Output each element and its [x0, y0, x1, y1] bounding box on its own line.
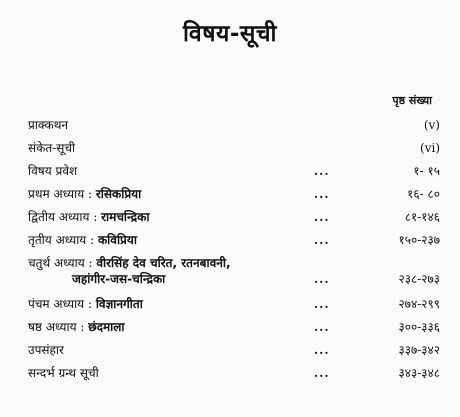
leader-dots: ... — [314, 164, 330, 178]
page-title: विषय-सूची — [182, 21, 278, 47]
toc-entry-label: द्वितीय अध्याय : रामचन्द्रिका — [28, 210, 150, 224]
toc-entry-pages: ३००-३३६ — [398, 320, 440, 334]
toc-entry-pages: २७४-२९९ — [398, 297, 440, 311]
leader-dots: ... — [314, 297, 330, 311]
toc-entry-label: प्राक्कथन — [28, 118, 69, 132]
leader-dots: ... — [314, 272, 330, 286]
leader-dots: ... — [314, 366, 330, 380]
toc-entry-label: तृतीय अध्याय : कविप्रिया — [28, 233, 137, 247]
leader-dots: ... — [314, 233, 330, 247]
leader-dots: ... — [314, 187, 330, 201]
leader-dots: ... — [314, 210, 330, 224]
page-number-column-header: पृष्ठ संख्या — [392, 94, 432, 107]
toc-entry-pages: (vi) — [420, 141, 440, 155]
toc-entry-label: पंचम अध्याय : विज्ञानगीता — [28, 297, 143, 311]
leader-dots: ... — [314, 320, 330, 334]
toc-entry — [28, 255, 440, 291]
toc-entry-pages: २३८-२७३ — [398, 272, 440, 286]
toc-entry-pages: ३३७-३४२ — [398, 343, 440, 357]
toc-entry-label: विषय प्रवेश — [28, 164, 78, 178]
toc-entry-pages: १६- ८० — [407, 187, 440, 201]
toc-entry-label: संकेत-सूची — [28, 141, 76, 155]
toc-entry-pages: १- १५ — [413, 164, 440, 178]
leader-dots: ... — [314, 343, 330, 357]
toc-entry-label: उपसंहार — [28, 343, 64, 357]
toc-entry-label: सन्दर्भ ग्रन्थ सूची — [28, 366, 99, 380]
toc-entry-pages: (v) — [423, 118, 440, 132]
toc-entry-label: चतुर्थ अध्याय : वीरसिंह देव चरित, रतनबावनी, — [28, 256, 231, 270]
toc-entry-pages: ८१-१४६ — [404, 210, 440, 224]
toc-entry-label-continued: जहांगीर-जस-चन्द्रिका — [72, 272, 166, 286]
toc-entry-pages: १५०-२३७ — [398, 233, 440, 247]
toc-entry-label: षष्ठ अध्याय : छंदमाला — [28, 320, 125, 334]
toc-entry-label: प्रथम अध्याय : रसिकप्रिया — [28, 187, 142, 201]
toc-entry-pages: ३४३-३४८ — [398, 366, 440, 380]
